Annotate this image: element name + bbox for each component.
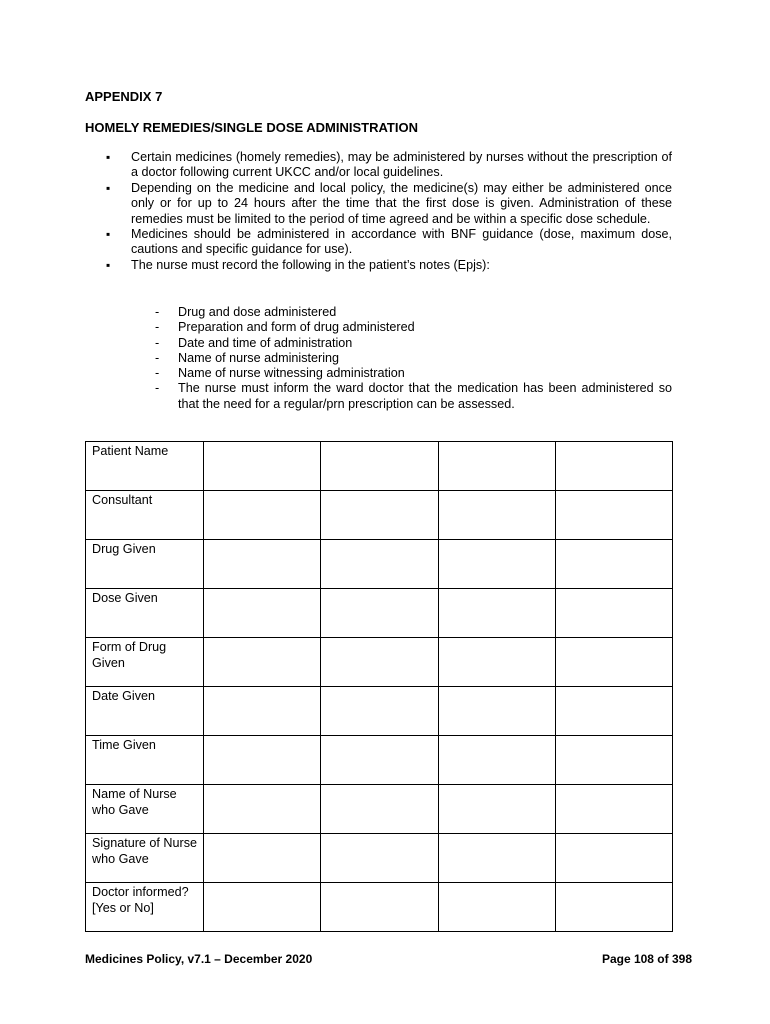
entry-cell[interactable] [321,442,438,491]
row-label: Drug Given [86,540,204,589]
row-label: Signature of Nurse who Gave [86,834,204,883]
record-item: - Drug and dose administered [153,305,672,320]
entry-cell[interactable] [321,785,438,834]
footer-document-version: Medicines Policy, v7.1 – December 2020 [85,952,313,966]
entry-cell[interactable] [438,687,555,736]
row-label: Name of Nurse who Gave [86,785,204,834]
entry-cell[interactable] [555,491,672,540]
table-row [86,883,673,932]
entry-cell[interactable] [204,442,321,491]
entry-cell[interactable] [438,883,555,932]
entry-cell[interactable] [555,540,672,589]
entry-cell[interactable] [204,638,321,687]
entry-cell[interactable] [204,785,321,834]
record-item: - Name of nurse witnessing administration [153,366,672,381]
entry-cell[interactable] [438,491,555,540]
entry-cell[interactable] [204,736,321,785]
entry-cell[interactable] [321,491,438,540]
table-row [86,540,673,589]
table-row [86,687,673,736]
administration-record-table [85,441,673,932]
table-row [86,736,673,785]
entry-cell[interactable] [321,638,438,687]
table-row [86,442,673,491]
entry-cell[interactable] [438,736,555,785]
entry-cell[interactable] [555,736,672,785]
table-row [86,785,673,834]
entry-cell[interactable] [321,736,438,785]
footer-page-number: Page 108 of 398 [601,952,692,966]
entry-cell[interactable] [321,687,438,736]
entry-cell[interactable] [438,785,555,834]
row-label: Form of Drug Given [86,638,204,687]
entry-cell[interactable] [321,883,438,932]
guidance-bullet-list [85,150,672,273]
record-item: - Name of nurse administering [153,351,672,366]
bullet-item: ▪ Certain medicines (homely remedies), may be administered by nurses without the prescription of a doctor following current UKCC and/or local guidelines. [85,150,672,181]
table-row [86,834,673,883]
entry-cell[interactable] [204,834,321,883]
row-label: Patient Name [86,442,204,491]
entry-cell[interactable] [321,834,438,883]
entry-cell[interactable] [555,638,672,687]
entry-cell[interactable] [204,687,321,736]
row-label: Doctor informed? [Yes or No] [86,883,204,932]
section-heading: HOMELY REMEDIES/SINGLE DOSE ADMINISTRATION [85,120,418,135]
record-item: - The nurse must inform the ward doctor that the medication has been administered so that the need for a regular/prn prescription can be assessed. [153,381,672,412]
appendix-label: APPENDIX 7 [85,89,163,104]
bullet-item: ▪ Depending on the medicine and local policy, the medicine(s) may either be administered once only or for up to 24 hours after the time that the first dose is given. Administration of these remedies must be limited to the period of time agreed and be within a specific dose schedule. [85,181,672,227]
record-item: - Date and time of administration [153,336,672,351]
entry-cell[interactable] [204,491,321,540]
entry-cell[interactable] [555,589,672,638]
record-items-list [153,305,672,412]
entry-cell[interactable] [204,589,321,638]
table-row [86,491,673,540]
row-label: Consultant [86,491,204,540]
table-row [86,638,673,687]
entry-cell[interactable] [321,589,438,638]
entry-cell[interactable] [438,540,555,589]
entry-cell[interactable] [438,638,555,687]
entry-cell[interactable] [555,834,672,883]
bullet-item: ▪ The nurse must record the following in the patient’s notes (Epjs): [85,258,672,273]
row-label: Dose Given [86,589,204,638]
row-label: Time Given [86,736,204,785]
entry-cell[interactable] [438,834,555,883]
entry-cell[interactable] [555,442,672,491]
record-item: - Preparation and form of drug administered [153,320,672,335]
table-row [86,589,673,638]
bullet-item: ▪ Medicines should be administered in accordance with BNF guidance (dose, maximum dose, cautions and specific guidance for use). [85,227,672,258]
entry-cell[interactable] [555,785,672,834]
entry-cell[interactable] [204,883,321,932]
entry-cell[interactable] [438,589,555,638]
row-label: Date Given [86,687,204,736]
entry-cell[interactable] [555,883,672,932]
entry-cell[interactable] [438,442,555,491]
entry-cell[interactable] [321,540,438,589]
entry-cell[interactable] [204,540,321,589]
entry-cell[interactable] [555,687,672,736]
